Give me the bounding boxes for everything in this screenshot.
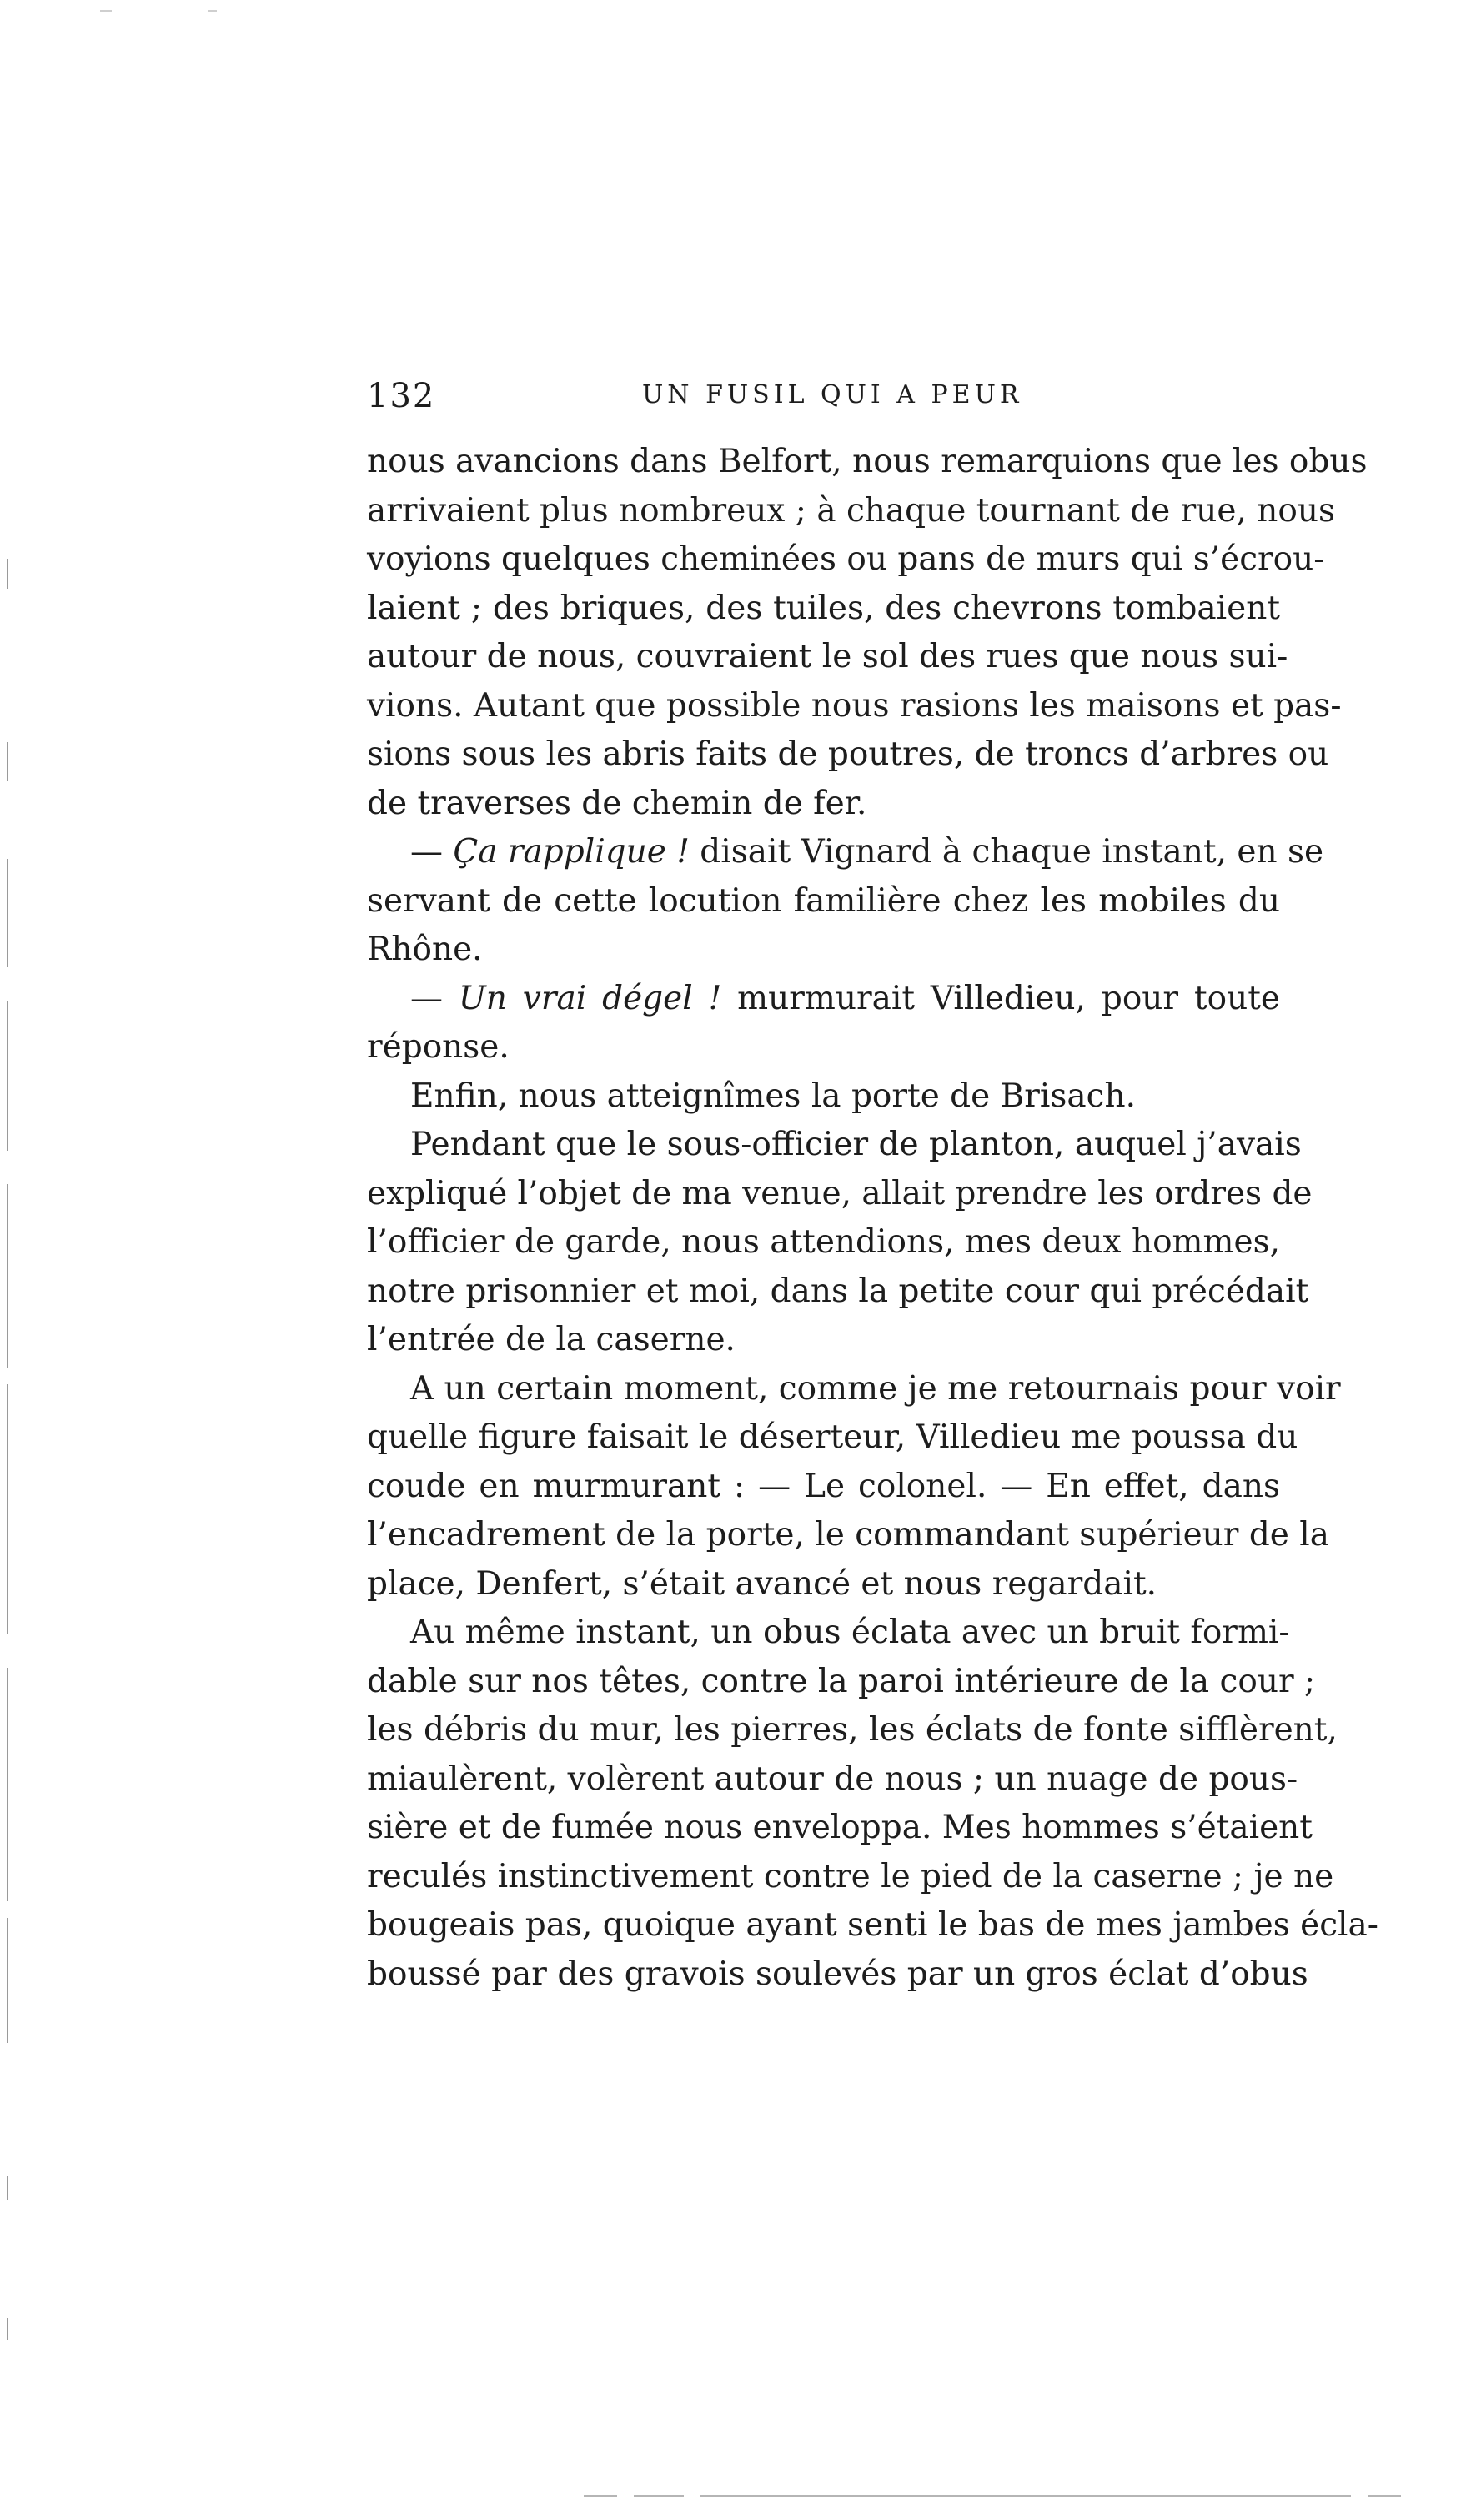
scan-margin-mark bbox=[7, 1668, 8, 1901]
text-line: sions sous les abris faits de poutres, de troncs d’arbres ou bbox=[367, 735, 1329, 773]
text-line: Enfin, nous atteignîmes la porte de Brisach. bbox=[410, 1077, 1137, 1115]
text-line: autour de nous, couvraient le sol des rues que nous sui- bbox=[367, 638, 1288, 675]
scan-artifact-top bbox=[100, 10, 112, 12]
scan-edge-rule bbox=[1368, 2495, 1401, 2497]
text-line: voyions quelques cheminées ou pans de murs qui s’écrou- bbox=[367, 540, 1325, 578]
text-line: l’officier de garde, nous attendions, mes deux hommes, bbox=[367, 1223, 1280, 1261]
scan-margin-mark bbox=[7, 1001, 8, 1151]
body-text bbox=[367, 438, 1378, 1999]
dialogue-line bbox=[367, 975, 1280, 1024]
text-line: arrivaient plus nombreux ; à chaque tournant de rue, nous bbox=[367, 491, 1336, 530]
dialogue-dash: — bbox=[410, 833, 454, 871]
text-line: Au même instant, un obus éclata avec un bruit formi- bbox=[410, 1614, 1290, 1651]
running-head bbox=[367, 377, 1280, 427]
scan-margin-mark bbox=[7, 1184, 8, 1368]
scan-margin-mark bbox=[7, 859, 8, 967]
text-line: Rhône. bbox=[367, 931, 483, 968]
italic-exclamation: Un vrai dégel ! bbox=[458, 979, 722, 1017]
text-line: nous avancions dans Belfort, nous remarquions que les obus bbox=[367, 443, 1368, 480]
text-line: place, Denfert, s’était avancé et nous regardait. bbox=[367, 1564, 1157, 1603]
italic-exclamation: Ça rapplique ! bbox=[453, 833, 690, 871]
text-line: les débris du mur, les pierres, les éclats de fonte sifflèrent, bbox=[367, 1711, 1338, 1749]
text-line: Pendant que le sous-officier de planton, auquel j’avais bbox=[410, 1126, 1302, 1163]
text-line: reculés instinctivement contre le pied de la caserne ; je ne bbox=[367, 1857, 1334, 1895]
text-line: l’entrée de la caserne. bbox=[367, 1321, 736, 1358]
scan-margin-mark bbox=[7, 1918, 8, 2043]
scan-margin-mark bbox=[7, 1384, 8, 1634]
text-line: de traverses de chemin de fer. bbox=[367, 784, 867, 822]
scan-margin-mark bbox=[7, 742, 8, 781]
text-line: quelle figure faisait le déserteur, Villedieu me poussa du bbox=[367, 1418, 1298, 1456]
dialogue-line bbox=[367, 828, 1324, 877]
text-line: laient ; des briques, des tuiles, des chevrons tombaient bbox=[367, 589, 1280, 627]
text-line: miaulèrent, volèrent autour de nous ; un nuage de pous- bbox=[367, 1759, 1298, 1798]
text-line: dable sur nos têtes, contre la paroi intérieure de la cour ; bbox=[367, 1662, 1316, 1700]
dialogue-continuation: murmurait Villedieu, pour toute bbox=[721, 979, 1280, 1017]
dialogue-dash: — bbox=[410, 979, 459, 1017]
scan-edge-rule bbox=[634, 2495, 684, 2497]
dialogue-continuation: disait Vignard à chaque instant, en se bbox=[689, 833, 1324, 871]
running-title: UN FUSIL QUI A PEUR bbox=[642, 380, 1023, 409]
text-line: A un certain moment, comme je me retournais pour voir bbox=[410, 1369, 1341, 1408]
text-line: vions. Autant que possible nous rasions les maisons et pas- bbox=[367, 686, 1342, 725]
text-line: expliqué l’objet de ma venue, allait prendre les ordres de bbox=[367, 1174, 1313, 1212]
text-line: notre prisonnier et moi, dans la petite cour qui précédait bbox=[367, 1272, 1309, 1310]
text-line: boussé par des gravois soulevés par un gros éclat d’obus bbox=[367, 1955, 1308, 1993]
text-line: servant de cette locution familière chez les mobiles du bbox=[367, 881, 1280, 920]
page-number: 132 bbox=[367, 377, 436, 415]
text-line: réponse. bbox=[367, 1028, 510, 1066]
scan-edge-rule bbox=[700, 2495, 1351, 2497]
text-line: coude en murmurant : — Le colonel. — En effet, dans bbox=[367, 1467, 1280, 1505]
scan-artifact-top bbox=[208, 10, 217, 12]
scan-edge-rule bbox=[584, 2495, 617, 2497]
text-line: l’encadrement de la porte, le commandant supérieur de la bbox=[367, 1516, 1330, 1554]
scan-margin-mark bbox=[7, 2318, 8, 2340]
text-line: bougeais pas, quoique ayant senti le bas de mes jambes écla- bbox=[367, 1906, 1378, 1944]
scan-margin-mark bbox=[7, 559, 8, 589]
text-line: sière et de fumée nous enveloppa. Mes hommes s’étaient bbox=[367, 1809, 1313, 1846]
scan-margin-mark bbox=[7, 2176, 8, 2200]
